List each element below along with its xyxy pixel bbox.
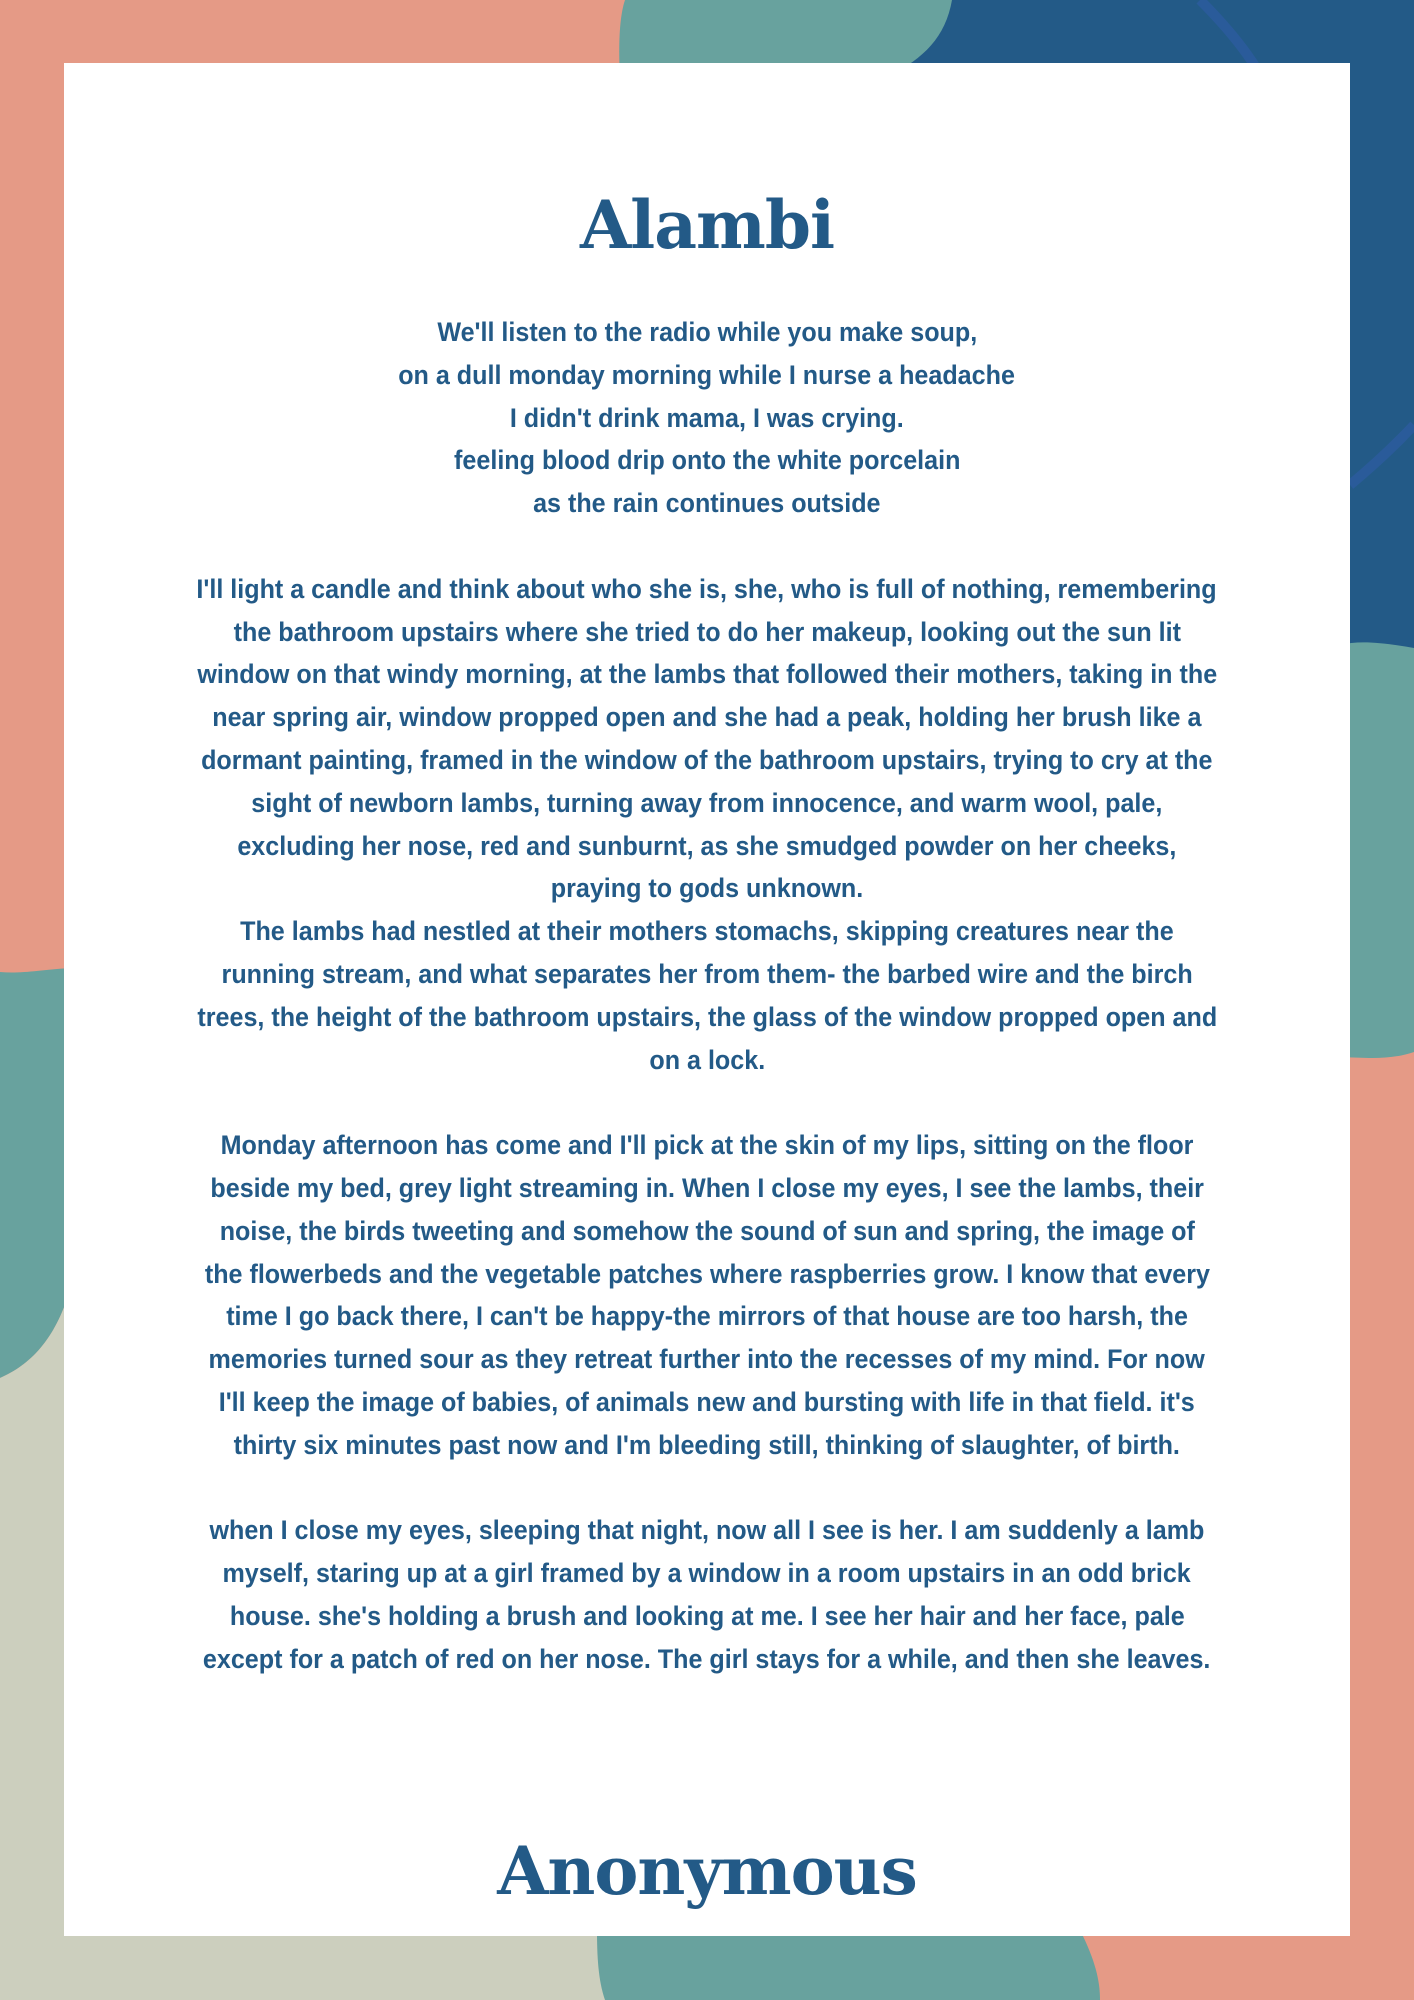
poem-line: dormant painting, framed in the window of the bathroom upstairs, trying to cry at the xyxy=(201,744,1213,775)
stanza-1 xyxy=(64,311,1350,525)
poem-line: memories turned sour as they retreat further into the recesses of my mind. For now xyxy=(208,1344,1206,1375)
poem-line: except for a patch of red on her nose. The girl stays for a while, and then she leaves. xyxy=(203,1643,1211,1674)
poem-line: beside my bed, grey light streaming in. When I close my eyes, I see the lambs, their xyxy=(210,1172,1204,1203)
poem-line: time I go back there, I can't be happy-the mirrors of that house are too harsh, the xyxy=(226,1301,1188,1332)
poem-line: I'll light a candle and think about who she is, she, who is full of nothing, remembering xyxy=(196,573,1218,604)
poem-line: I didn't drink mama, I was crying. xyxy=(510,402,904,433)
poem-line: as the rain continues outside xyxy=(533,488,881,519)
stanza-gap xyxy=(64,1467,1350,1510)
poem-card xyxy=(64,63,1350,1936)
poem-line: when I close my eyes, sleeping that night, now all I see is her. I am suddenly a lamb xyxy=(209,1515,1205,1546)
poem-line: praying to gods unknown. xyxy=(550,873,864,904)
poem-line: on a lock. xyxy=(649,1044,765,1075)
poem-line: trees, the height of the bathroom upstairs, the glass of the window propped open and xyxy=(197,1001,1217,1032)
poem-body xyxy=(64,311,1350,1681)
poem-line: Monday afternoon has come and I'll pick at the skin of my lips, sitting on the floor xyxy=(220,1130,1194,1161)
poem-line: I'll keep the image of babies, of animals new and bursting with life in that field. it's xyxy=(218,1386,1196,1417)
stanza-4 xyxy=(64,1509,1350,1680)
poem-line: excluding her nose, red and sunburnt, as she smudged powder on her cheeks, xyxy=(237,830,1177,861)
poem-author: Anonymous xyxy=(497,1831,917,1910)
stanza-2 xyxy=(64,568,1350,1082)
poem-line: thirty six minutes past now and I'm bleeding still, thinking of slaughter, of birth. xyxy=(233,1429,1181,1460)
poem-line: feeling blood drip onto the white porcelain xyxy=(453,445,961,476)
poem-line: noise, the birds tweeting and somehow the sound of sun and spring, the image of xyxy=(219,1215,1195,1246)
poem-line: myself, staring up at a girl framed by a window in a room upstairs in an odd brick xyxy=(222,1558,1192,1589)
poem-line: running stream, and what separates her from them- the barbed wire and the birch xyxy=(221,958,1193,989)
poem-line: house. she's holding a brush and looking at me. I see her hair and her face, pale xyxy=(229,1600,1185,1631)
poem-line: We'll listen to the radio while you make soup, xyxy=(437,317,977,347)
poem-line: sight of newborn lambs, turning away from innocence, and warm wool, pale, xyxy=(251,787,1163,818)
poem-line: the bathroom upstairs where she tried to do her makeup, looking out the sun lit xyxy=(233,616,1181,647)
stanza-gap xyxy=(64,525,1350,568)
poem-line: on a dull monday morning while I nurse a headache xyxy=(398,359,1016,390)
stanza-3 xyxy=(64,1124,1350,1466)
poem-line: window on that windy morning, at the lambs that followed their mothers, taking in the xyxy=(197,659,1217,690)
stanza-gap xyxy=(64,1081,1350,1124)
poem-title: Alambi xyxy=(579,186,835,265)
poem-line: The lambs had nestled at their mothers stomachs, skipping creatures near the xyxy=(240,916,1174,947)
poem-line: the flowerbeds and the vegetable patches where raspberries grow. I know that every xyxy=(204,1258,1210,1289)
poem-line: near spring air, window propped open and she had a peak, holding her brush like a xyxy=(212,702,1202,733)
